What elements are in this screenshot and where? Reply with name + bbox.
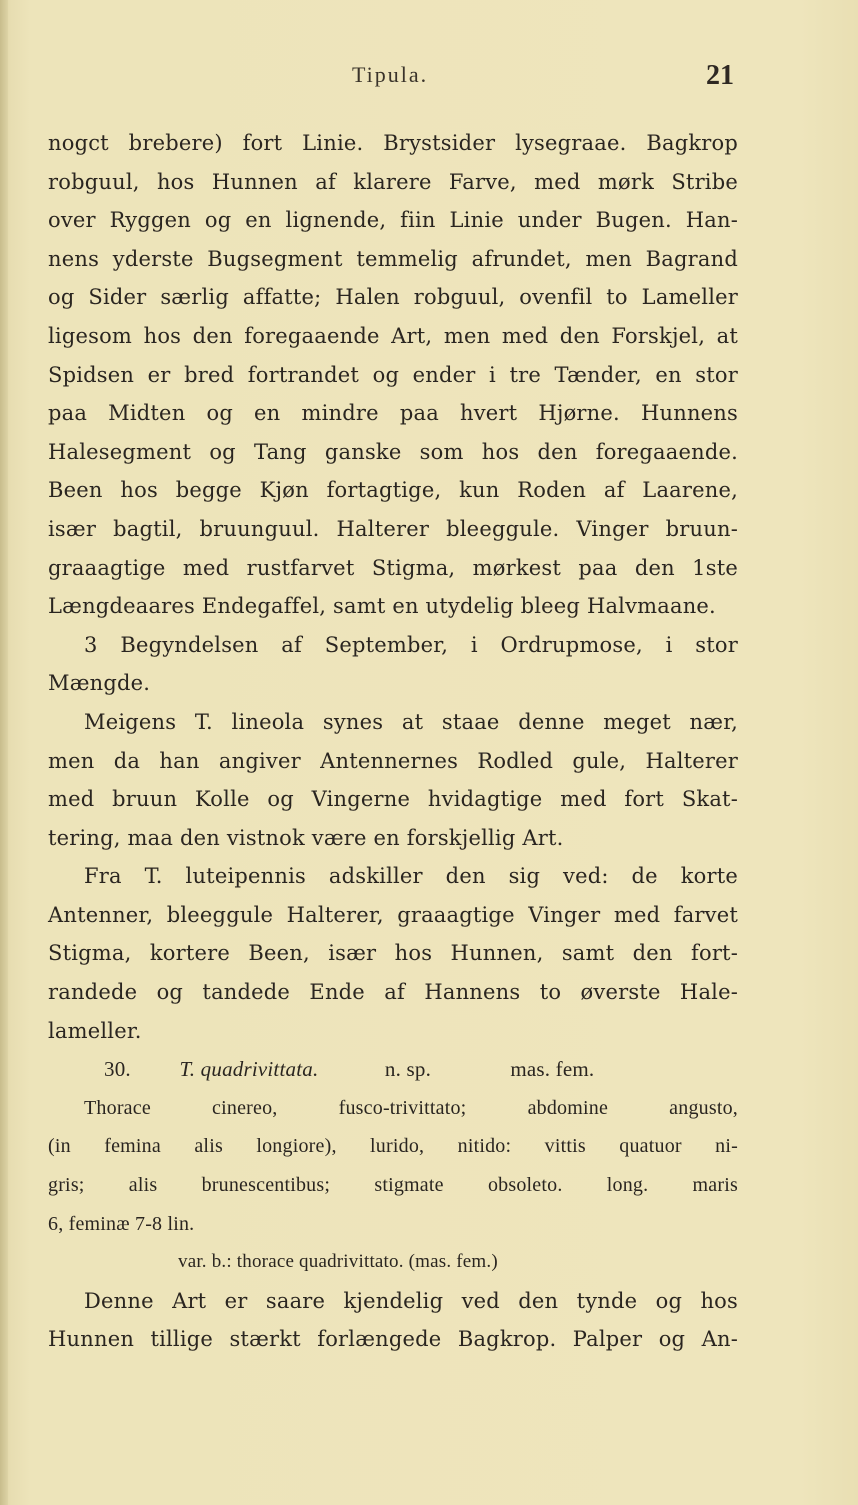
diagnosis-line: (in femina alis longiore), lurido, nitido: vittis quatuor ni- bbox=[48, 1135, 738, 1158]
novelty-mark: n. sp. bbox=[384, 1057, 432, 1082]
text-line: tering, maa den vistnok være en forskjellig Art. bbox=[48, 825, 564, 850]
text-line: Hunnen tillige stærkt forlængede Bagkrop. Palper og An- bbox=[48, 1327, 738, 1352]
text-line: Meigens T. lineola synes at staae denne meget nær, bbox=[84, 709, 738, 734]
page-number: 21 bbox=[706, 60, 734, 91]
text-line: nogct brebere) fort Linie. Brystsider lysegraae. Bagkrop bbox=[48, 131, 738, 155]
variety-line: var. b.: thorace quadrivittato. (mas. fem.) bbox=[178, 1251, 498, 1273]
text-line: Fra T. luteipennis adskiller den sig ved: de korte bbox=[84, 864, 738, 889]
text-line: nens yderste Bugsegment temmelig afrundet, men Bagrand bbox=[48, 246, 738, 271]
text-line: især bagtil, bruunguul. Halterer bleeggule. Vinger bruun- bbox=[48, 516, 738, 541]
text-line: Been hos begge Kjøn fortagtige, kun Roden af Laarene, bbox=[48, 478, 738, 503]
sexes-label: mas. fem. bbox=[510, 1057, 595, 1082]
text-line: men da han angiver Antennernes Rodled gule, Halterer bbox=[48, 748, 738, 773]
text-line: Halesegment og Tang ganske som hos den foregaaende. bbox=[48, 439, 738, 464]
page-header bbox=[0, 58, 858, 98]
text-line: Antenner, bleeggule Halterer, graaagtige Vinger med farvet bbox=[48, 902, 738, 927]
text-line: robguul, hos Hunnen af klarere Farve, med mørk Stribe bbox=[48, 169, 738, 194]
page-spine bbox=[0, 0, 8, 1505]
diagnosis-line: Thorace cinereo, fusco-trivittato; abdomine angusto, bbox=[84, 1096, 738, 1119]
text-line: Denne Art er saare kjendelig ved den tynde og hos bbox=[84, 1288, 738, 1313]
diagnosis-line: 6, feminæ 7-8 lin. bbox=[48, 1212, 195, 1235]
text-line: ligesom hos den foregaaende Art, men med den Forskjel, at bbox=[48, 323, 738, 348]
body-text bbox=[48, 124, 738, 1359]
text-line: og Sider særlig affatte; Halen robguul, ovenfil to Lameller bbox=[48, 285, 738, 310]
species-heading bbox=[48, 1050, 738, 1089]
text-line: med bruun Kolle og Vingerne hvidagtige med fort Skat- bbox=[48, 787, 738, 812]
running-title: Tipula. bbox=[352, 62, 429, 87]
text-line: over Ryggen og en lignende, fiin Linie under Bugen. Han- bbox=[48, 208, 738, 233]
text-line: paa Midten og en mindre paa hvert Hjørne. Hunnens bbox=[48, 401, 738, 426]
text-line: Mængde. bbox=[48, 671, 151, 696]
text-line: 3 Begyndelsen af September, i Ordrupmose, i stor bbox=[84, 632, 738, 657]
diagnosis-line: gris; alis brunescentibus; stigmate obsoleto. long. maris bbox=[48, 1174, 738, 1197]
text-line: Spidsen er bred fortrandet og ender i tre Tænder, en stor bbox=[48, 362, 738, 387]
species-number: 30. bbox=[104, 1057, 131, 1082]
text-line: Længdeaares Endegaffel, samt en utydelig bleeg Halvmaane. bbox=[48, 594, 716, 619]
text-line: randede og tandede Ende af Hannens to øverste Hale- bbox=[48, 980, 738, 1005]
species-name: T. quadrivittata. bbox=[179, 1057, 319, 1082]
text-line: graaagtige med rustfarvet Stigma, mørkest paa den 1ste bbox=[48, 555, 738, 580]
text-line: Stigma, kortere Been, især hos Hunnen, samt den fort- bbox=[48, 941, 738, 966]
text-line: lameller. bbox=[48, 1018, 142, 1043]
